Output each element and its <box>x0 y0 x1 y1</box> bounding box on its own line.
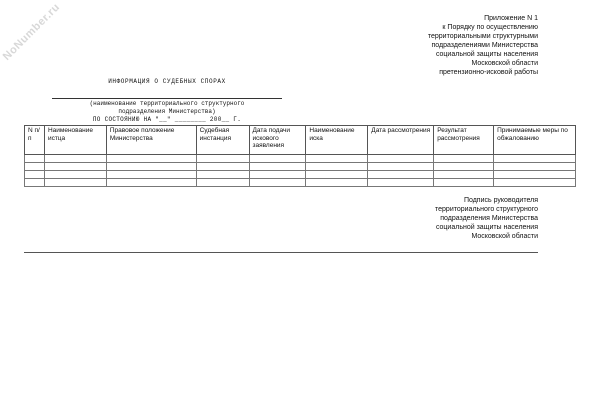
table-row <box>25 163 576 171</box>
table-cell <box>44 171 106 179</box>
table-cell <box>306 179 368 187</box>
column-header-plaintiff: Наименование истца <box>44 126 106 155</box>
table-cell <box>306 171 368 179</box>
column-header-result: Результат рассмотрения <box>434 126 494 155</box>
signature-line: Подпись руководителя <box>463 197 538 204</box>
watermark: NoNumber.ru <box>0 1 63 63</box>
table-cell <box>494 155 576 163</box>
table-cell <box>249 179 306 187</box>
subdivision-caption-line2: подразделения Министерства) <box>118 108 216 115</box>
document-heading <box>52 78 282 124</box>
table-cell <box>249 171 306 179</box>
appendix-line: Приложение N 1 <box>484 15 538 22</box>
table-cell <box>106 155 196 163</box>
subdivision-name-blank <box>52 90 282 99</box>
table-row <box>25 179 576 187</box>
document-title: ИНФОРМАЦИЯ О СУДЕБНЫХ СПОРАХ <box>108 78 226 85</box>
appendix-line: претензионно-исковой работы <box>439 69 538 76</box>
table-cell <box>25 171 45 179</box>
signature-line: территориального структурного <box>435 206 538 213</box>
table-cell <box>434 171 494 179</box>
column-header-claim-name: Наименование иска <box>306 126 368 155</box>
appendix-line: к Порядку по осуществлению <box>442 24 538 31</box>
table-header-row <box>25 126 576 155</box>
table-cell <box>494 179 576 187</box>
table-cell <box>196 163 249 171</box>
table-cell <box>44 155 106 163</box>
column-header-hearing-date: Дата рассмотрения <box>368 126 434 155</box>
table-cell <box>106 171 196 179</box>
table-cell <box>25 179 45 187</box>
signature-block <box>338 196 538 241</box>
signature-line: Московской области <box>471 233 538 240</box>
table-cell <box>494 171 576 179</box>
table-cell <box>25 155 45 163</box>
column-header-appeal-measures: Принимаемые меры по обжалованию <box>494 126 576 155</box>
table-cell <box>196 179 249 187</box>
table-cell <box>249 163 306 171</box>
table-cell <box>368 163 434 171</box>
table-cell <box>25 163 45 171</box>
column-header-number: N п/п <box>25 126 45 155</box>
table-cell <box>44 163 106 171</box>
table-cell <box>196 155 249 163</box>
table-body <box>25 155 576 187</box>
appendix-line: Московской области <box>471 60 538 67</box>
table-cell <box>368 171 434 179</box>
table-cell <box>306 155 368 163</box>
appendix-line: подразделениями Министерства <box>431 42 538 49</box>
table-cell <box>249 155 306 163</box>
table-row <box>25 171 576 179</box>
table-cell <box>306 163 368 171</box>
court-disputes-table <box>24 125 576 187</box>
column-header-legal-position: Правовое положение Министерства <box>106 126 196 155</box>
as-of-date-line: ПО СОСТОЯНИЮ НА "__" ________ 200__ Г. <box>92 116 242 123</box>
table-cell <box>368 155 434 163</box>
table-row <box>25 155 576 163</box>
table-cell <box>494 163 576 171</box>
column-header-filing-date: Дата подачи искового заявления <box>249 126 306 155</box>
table-cell <box>434 155 494 163</box>
appendix-reference <box>338 14 538 77</box>
table-cell <box>106 163 196 171</box>
signature-line: социальной защиты населения <box>435 224 538 231</box>
table-cell <box>434 163 494 171</box>
column-header-court: Судебная инстанция <box>196 126 249 155</box>
bottom-rule <box>24 252 538 253</box>
appendix-line: социальной защиты населения <box>435 51 538 58</box>
signature-line: подразделения Министерства <box>440 215 538 222</box>
table-cell <box>434 179 494 187</box>
table-cell <box>106 179 196 187</box>
appendix-line: территориальными структурными <box>427 33 538 40</box>
table-cell <box>368 179 434 187</box>
subdivision-caption-line1: (наименование территориального структурного <box>89 100 245 107</box>
table-cell <box>196 171 249 179</box>
table-cell <box>44 179 106 187</box>
